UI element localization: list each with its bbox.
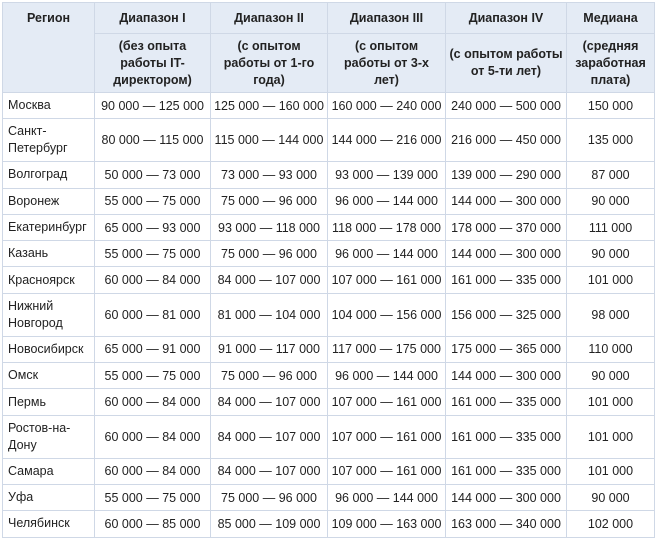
range-2-cell: 85 000 — 109 000 [211,511,328,537]
header-region: Регион [3,3,95,93]
median-cell: 102 000 [567,511,655,537]
range-1-cell: 60 000 — 81 000 [95,293,211,336]
median-cell: 101 000 [567,389,655,415]
range-4-cell: 144 000 — 300 000 [446,241,567,267]
range-1-cell: 50 000 — 73 000 [95,162,211,188]
range-4-cell: 139 000 — 290 000 [446,162,567,188]
range-4-cell: 161 000 — 335 000 [446,267,567,293]
range-4-cell: 178 000 — 370 000 [446,214,567,240]
table-row [3,363,655,389]
median-cell: 101 000 [567,458,655,484]
median-cell: 150 000 [567,93,655,119]
region-cell: Пермь [3,389,95,415]
region-cell: Новосибирск [3,336,95,362]
header-range-1-subtitle: (без опыта работы IT-директором) [95,34,211,93]
median-cell: 90 000 [567,241,655,267]
median-cell: 111 000 [567,214,655,240]
range-2-cell: 84 000 — 107 000 [211,267,328,293]
table-row [3,162,655,188]
table-row [3,93,655,119]
table-row [3,336,655,362]
range-4-cell: 161 000 — 335 000 [446,415,567,458]
header-range-3-subtitle: (с опытом работы от 3-х лет) [328,34,446,93]
range-2-cell: 115 000 — 144 000 [211,119,328,162]
table-row [3,214,655,240]
median-cell: 90 000 [567,188,655,214]
range-1-cell: 55 000 — 75 000 [95,241,211,267]
range-4-cell: 144 000 — 300 000 [446,188,567,214]
region-cell: Казань [3,241,95,267]
table-row [3,511,655,537]
header-title-row [3,3,655,34]
range-3-cell: 93 000 — 139 000 [328,162,446,188]
range-2-cell: 81 000 — 104 000 [211,293,328,336]
region-cell: Волгоград [3,162,95,188]
range-4-cell: 175 000 — 365 000 [446,336,567,362]
range-3-cell: 107 000 — 161 000 [328,415,446,458]
range-1-cell: 60 000 — 84 000 [95,415,211,458]
range-3-cell: 96 000 — 144 000 [328,241,446,267]
range-3-cell: 96 000 — 144 000 [328,363,446,389]
range-2-cell: 75 000 — 96 000 [211,188,328,214]
range-2-cell: 125 000 — 160 000 [211,93,328,119]
header-range-3-title: Диапазон III [328,3,446,34]
range-2-cell: 91 000 — 117 000 [211,336,328,362]
region-cell: Екатеринбург [3,214,95,240]
median-cell: 110 000 [567,336,655,362]
median-cell: 101 000 [567,267,655,293]
table-row [3,267,655,293]
table-row [3,188,655,214]
median-cell: 98 000 [567,293,655,336]
range-3-cell: 107 000 — 161 000 [328,458,446,484]
range-1-cell: 60 000 — 84 000 [95,267,211,293]
range-1-cell: 80 000 — 115 000 [95,119,211,162]
range-2-cell: 84 000 — 107 000 [211,458,328,484]
range-3-cell: 109 000 — 163 000 [328,511,446,537]
range-3-cell: 144 000 — 216 000 [328,119,446,162]
region-cell: Воронеж [3,188,95,214]
range-2-cell: 84 000 — 107 000 [211,389,328,415]
region-cell: Москва [3,93,95,119]
region-cell: Челябинск [3,511,95,537]
range-1-cell: 65 000 — 93 000 [95,214,211,240]
range-3-cell: 96 000 — 144 000 [328,188,446,214]
range-3-cell: 160 000 — 240 000 [328,93,446,119]
range-1-cell: 60 000 — 84 000 [95,389,211,415]
table-row [3,484,655,510]
header-range-4-title: Диапазон IV [446,3,567,34]
median-cell: 90 000 [567,363,655,389]
range-4-cell: 216 000 — 450 000 [446,119,567,162]
range-2-cell: 84 000 — 107 000 [211,415,328,458]
range-1-cell: 60 000 — 84 000 [95,458,211,484]
range-1-cell: 55 000 — 75 000 [95,484,211,510]
header-range-1-title: Диапазон I [95,3,211,34]
range-2-cell: 73 000 — 93 000 [211,162,328,188]
range-4-cell: 144 000 — 300 000 [446,484,567,510]
region-cell: Уфа [3,484,95,510]
region-cell: Самара [3,458,95,484]
range-4-cell: 161 000 — 335 000 [446,389,567,415]
median-cell: 90 000 [567,484,655,510]
range-4-cell: 156 000 — 325 000 [446,293,567,336]
region-cell: Омск [3,363,95,389]
range-2-cell: 75 000 — 96 000 [211,241,328,267]
table-row [3,415,655,458]
header-subtitle-row [3,34,655,93]
region-cell: Красноярск [3,267,95,293]
range-3-cell: 117 000 — 175 000 [328,336,446,362]
table-header [3,3,655,93]
range-1-cell: 55 000 — 75 000 [95,188,211,214]
table-body [3,93,655,538]
range-2-cell: 93 000 — 118 000 [211,214,328,240]
range-3-cell: 107 000 — 161 000 [328,267,446,293]
range-3-cell: 107 000 — 161 000 [328,389,446,415]
range-4-cell: 161 000 — 335 000 [446,458,567,484]
table-row [3,458,655,484]
header-range-4-subtitle: (с опытом работы от 5-ти лет) [446,34,567,93]
range-1-cell: 55 000 — 75 000 [95,363,211,389]
table-row [3,241,655,267]
table-row [3,119,655,162]
region-cell: Санкт-Петербург [3,119,95,162]
table-row [3,389,655,415]
range-4-cell: 144 000 — 300 000 [446,363,567,389]
header-median-subtitle: (средняя заработная плата) [567,34,655,93]
range-3-cell: 104 000 — 156 000 [328,293,446,336]
range-2-cell: 75 000 — 96 000 [211,484,328,510]
header-range-2-title: Диапазон II [211,3,328,34]
range-3-cell: 96 000 — 144 000 [328,484,446,510]
range-1-cell: 60 000 — 85 000 [95,511,211,537]
salary-table [2,2,655,538]
range-3-cell: 118 000 — 178 000 [328,214,446,240]
median-cell: 101 000 [567,415,655,458]
range-1-cell: 90 000 — 125 000 [95,93,211,119]
range-4-cell: 163 000 — 340 000 [446,511,567,537]
median-cell: 135 000 [567,119,655,162]
region-cell: Нижний Новгород [3,293,95,336]
range-2-cell: 75 000 — 96 000 [211,363,328,389]
median-cell: 87 000 [567,162,655,188]
range-4-cell: 240 000 — 500 000 [446,93,567,119]
table-row [3,293,655,336]
range-1-cell: 65 000 — 91 000 [95,336,211,362]
header-range-2-subtitle: (с опытом работы от 1-го года) [211,34,328,93]
region-cell: Ростов-на-Дону [3,415,95,458]
header-median-title: Медиана [567,3,655,34]
